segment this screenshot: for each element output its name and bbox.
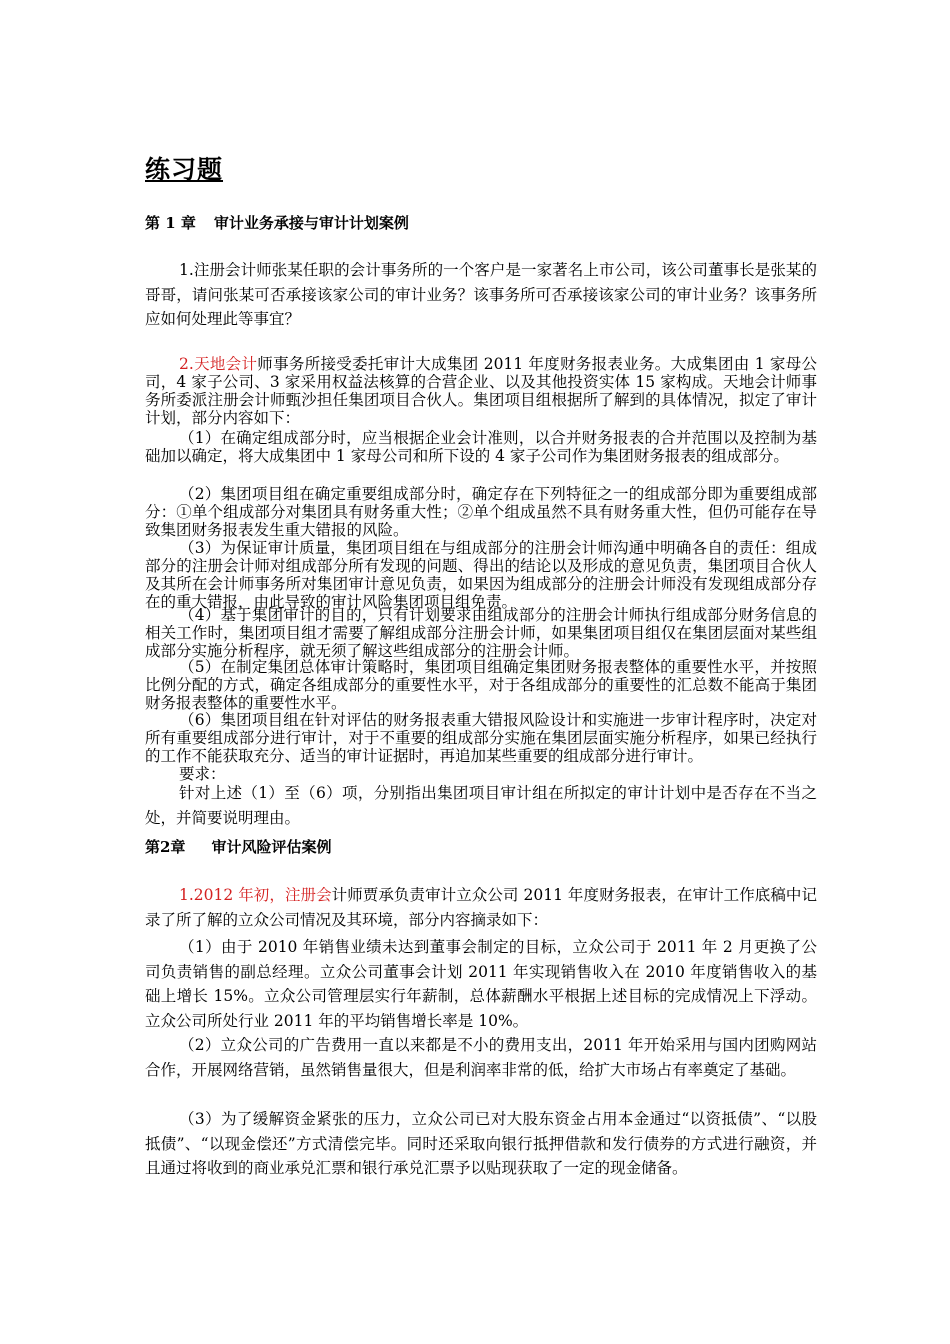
question-2-1-intro-text: 计师贾承负责审计立众公司 2011 年度财务报表，在审计工作底稿中记录了所了解的立众公司情况及其环境，部分内容摘录如下： [145, 886, 817, 929]
chapter-2-title: 审计风险评估案例 [211, 838, 332, 856]
chapter-2-heading [145, 836, 331, 857]
question-1-1: 1.注册会计师张某任职的会计事务所的一个客户是一家著名上市公司，该公司董事长是张某的哥哥，请问张某可否承接该家公司的审计业务？该事务所可否承接该家公司的审计业务？该事务所应如何处理此等事宜？ [145, 261, 817, 328]
requirement-label: 要求： [179, 765, 226, 783]
question-1-2-item-1: （1）在确定组成部分时，应当根据企业会计准则，以合并财务报表的合并范围以及控制为基础加以确定，将大成集团中 1 家母公司和所下设的 4 家子公司作为集团财务报表的组成部分。 [145, 429, 817, 465]
question-1-2-item-5: （5）在制定集团总体审计策略时，集团项目组确定集团财务报表整体的重要性水平，并按照比例分配的方式，确定各组成部分的重要性水平，对于各组成部分的重要性的汇总数不能高于集团财务报表整体的重要性水平。 [145, 658, 817, 712]
chapter-1-title: 审计业务承接与审计计划案例 [213, 214, 409, 232]
question-1-2-intro-text: 师事务所接受委托审计大成集团 2011 年度财务报表业务。大成集团由 1 家母公司，4 家子公司、3 家采用权益法核算的合营企业、以及其他投资实体 15 家构成。天地会计师事务所委派注册会计师甄沙担任集团项目合伙人。集团项目组根据所了解到的具体情况，拟定了审计计划，部分内容如下： [145, 355, 817, 427]
question-1-2-item-3: （3）为保证审计质量，集团项目组在与组成部分的注册会计师沟通中明确各自的责任：组成部分的注册会计师对组成部分所有发现的问题、得出的结论以及形成的意见负责，集团项目合伙人及其所在会计师事务所对集团审计意见负责，如果因为组成部分的注册会计师没有发现组成部分存在的重大错报，由此导致的审计风险集团项目组免责。 [145, 539, 817, 611]
question-1-2-item-6: （6）集团项目组在针对评估的财务报表重大错报风险设计和实施进一步审计程序时，决定对所有重要组成部分进行审计，对于不重要的组成部分实施在集团层面实施分析程序，如果已经执行的工作不能获取充分、适当的审计证据时，再追加某些重要的组成部分进行审计。 [145, 711, 817, 765]
question-2-1-red-lead: 1.2012 年初，注册会 [179, 886, 332, 904]
question-1-2-intro [145, 355, 817, 427]
question-1-2-item-2: （2）集团项目组在确定重要组成部分时，确定存在下列特征之一的组成部分即为重要组成部分：①单个组成部分对集团具有财务重大性；②单个组成虽然不具有财务重大性，但仍可能存在导致集团财务报表发生重大错报的风险。 [145, 485, 817, 539]
page-title: 练习题 [145, 155, 224, 184]
question-2-1-intro [145, 883, 817, 932]
chapter-1-heading [145, 212, 409, 233]
chapter-2-number: 第2章 [145, 838, 186, 856]
question-1-2-item-4: （4）基于集团审计的目的，只有计划要求由组成部分的注册会计师执行组成部分财务信息的相关工作时，集团项目组才需要了解组成部分注册会计师，如果集团项目组仅在集团层面对某些组成部分实施分析程序，就无须了解这些组成部分的注册会计师。 [145, 606, 817, 660]
chapter-1-number: 第 1 章 [145, 214, 196, 232]
question-2-1-item-3: （3）为了缓解资金紧张的压力，立众公司已对大股东资金占用本金通过“以资抵债”、“以股抵债”、“以现金偿还”方式清偿完毕。同时还采取向银行抵押借款和发行债券的方式进行融资，并且通过将收到的商业承兑汇票和银行承兑汇票予以贴现获取了一定的现金储备。 [145, 1110, 817, 1177]
requirement-text: 针对上述（1）至（6）项，分别指出集团项目审计组在所拟定的审计计划中是否存在不当之处，并简要说明理由。 [145, 784, 817, 827]
question-2-1-item-2: （2）立众公司的广告费用一直以来都是不小的费用支出，2011 年开始采用与国内团购网站合作，开展网络营销，虽然销售量很大，但是利润率非常的低，给扩大市场占有率奠定了基础。 [145, 1036, 817, 1079]
question-1-2-red-lead: 2.天地会计 [179, 355, 258, 373]
question-2-1-item-1: （1）由于 2010 年销售业绩未达到董事会制定的目标，立众公司于 2011 年 2 月更换了公司负责销售的副总经理。立众公司董事会计划 2011 年实现销售收入在 2010 年度销售收入的基础上增长 15%。立众公司管理层实行年薪制，总体薪酬水平根据上述目标的完成情况上下浮动。立众公司所处行业 2011 年的平均销售增长率是 10%。 [145, 938, 817, 1030]
